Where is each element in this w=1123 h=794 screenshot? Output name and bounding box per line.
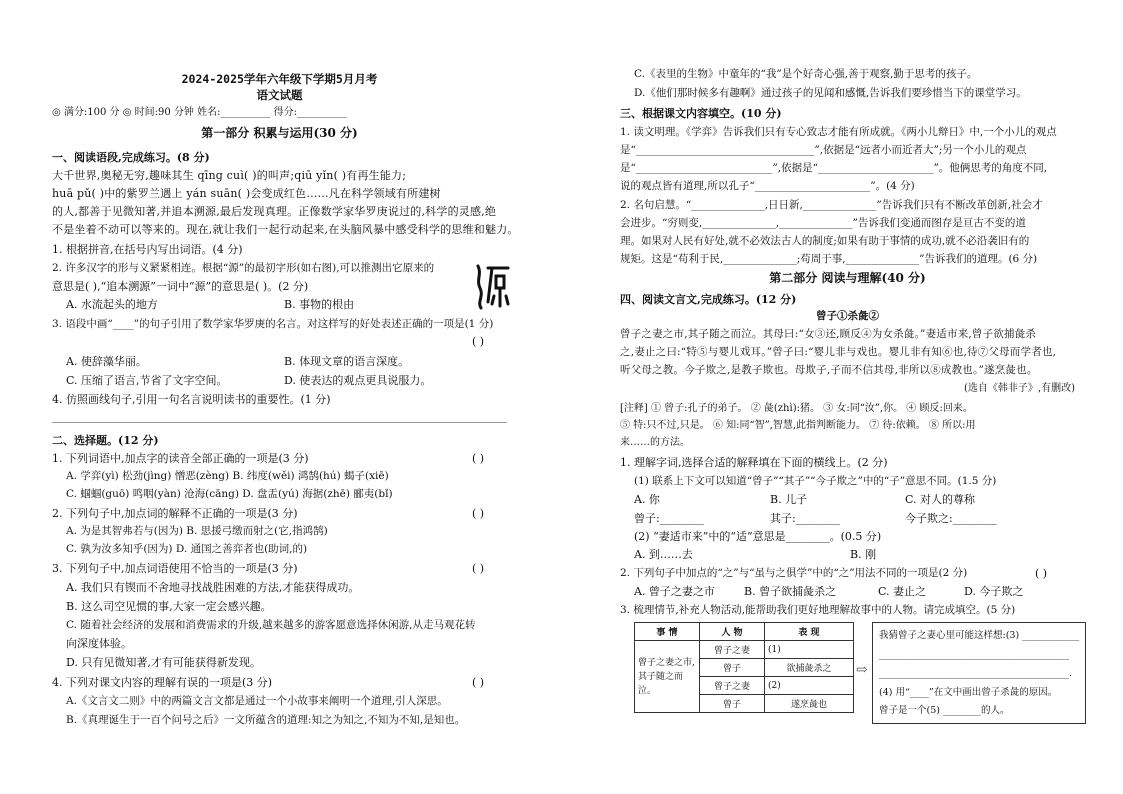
table-header: 人 物: [700, 623, 765, 641]
passage-line: 听父母之教。今子欺之,是教子欺也。母欺子,子而不信其母,非所以⑧成教也。”遂烹彘也。: [620, 364, 1038, 376]
note-line: ⑤ 特:只不过,只是。 ⑥ 知:同“智”,智慧,此指判断能力。 ⑦ 待:依赖。 ⑧ 所以:用: [620, 420, 976, 431]
option: D. 使表达的观点更具说服力。: [284, 374, 432, 387]
option-row: C. 蝈蝈(guō) 鸣咽(yàn) 沧海(cāng) D. 盘盂(yú) 海据(zhē) 郦夷(bǐ): [66, 488, 393, 500]
table-cell: (1): [765, 641, 854, 659]
note-line: [注释] ① 曾子:孔子的弟子。 ② 彘(zhì):猪。 ③ 女:同“汝”,你。 ④ 顾反:回来。: [620, 403, 973, 414]
option-row: A. 为是其智弗若与(因为) B. 思援弓缴而射之(它,指鸿鹄): [66, 525, 328, 537]
option: D. 只有见微知著,才有可能获得新发现。: [66, 656, 261, 669]
option: C.《表里的生物》中童年的“我”是个好奇心强,善于观察,勤于思考的孩子。: [634, 68, 978, 80]
question: 3. 语段中画“____”的句子引用了数学家华罗庚的名言。对这样写的好处表述正确的一项是(1 分): [52, 318, 494, 330]
fill-line: 1. 读文明理。《学弈》告诉我们只有专心致志才能有所成就。《两小儿辩日》中,一个小儿的观点: [620, 126, 1057, 138]
box-line: 我猜曾子之妻心里可能这样想:(3) ____________: [879, 630, 1080, 641]
answer-line: [52, 422, 507, 423]
passage-line: huā pǔ( )中的紫罗兰遇上 yán suān( )会变成红色……凡在科学领域有所建树: [52, 187, 441, 200]
fill-line: 说的观点皆有道理,所以孔子“______________________”。(4 分): [620, 180, 915, 192]
passage-line: 之,妻止之曰:“特⑤与婴儿戏耳。”曾子曰:“婴儿非与戏也。婴儿非有知⑥也,待⑦父母而学者也,: [620, 346, 1057, 358]
question: 2. 下列句子中加点的“之”与“虽与之俱学”中的“之”用法不同的一项是(2 分): [620, 567, 968, 579]
table-header: 表 现: [765, 623, 854, 641]
option: C. 随着社会经济的发展和消费需求的升级,越来越多的游客愿意选择休闲游,从走马观花转: [66, 619, 476, 631]
option: D. 今子欺之: [964, 585, 1024, 598]
ancient-yuan-character-icon: [472, 262, 512, 310]
fill-line: 是“__________________________”,依据是“______________________”。他俩思考的角度不同,: [620, 162, 1048, 174]
option: B. 这么司空见惯的事,大家一定会感兴趣。: [66, 600, 272, 613]
box-line: (4) 用“____”在文中画出曾子杀彘的原因。: [879, 687, 1058, 698]
fill-line: 规矩。这是“苟利于民,______________;苟周于事,______________”告诉我们的道理。(6 分): [620, 253, 1038, 265]
fill-line: 会进步。“穷则变,______________,______________”告诉我们变通而图存是亘古不变的道: [620, 217, 1026, 229]
poem-title: 曾子①杀彘②: [816, 310, 879, 322]
option: B.《真理诞生于一百个问号之后》一文所蕴含的道理:知之为知之,不知为不知,是知也。: [66, 714, 466, 726]
option: B. 曾子欲捕彘杀之: [744, 585, 837, 598]
option-row: A. 学弈(yì) 松劲(jìng) 憎恶(zèng) B. 纬度(wěi) 鸿鹄(hú) 蝎子(xiē): [66, 470, 389, 482]
question: 1. 下列词语中,加点字的读音全部正确的一项是(3 分): [52, 452, 309, 465]
answer-paren: ( ): [472, 335, 485, 348]
table-header: 事 情: [635, 623, 700, 641]
question: 2. 下列句子中,加点词的解释不正确的一项是(3 分): [52, 507, 298, 520]
option: A. 我们只有锲而不舍地寻找战胜困难的方法,才能获得成功。: [66, 581, 360, 594]
passage-line: 大千世界,奥秘无穷,趣味其生 qīng cuì( )的叫声;qiū yǐn( )有再生能力;: [52, 169, 407, 182]
option: C. 妻止之: [878, 585, 927, 598]
option: C. 对人的尊称: [905, 493, 976, 506]
question: 1. 根据拼音,在括号内写出词语。(4 分): [52, 243, 243, 256]
option-row: C. 孰为汝多知乎(因为) D. 通国之善弈者也(助词,的): [66, 543, 308, 555]
note-line: 来……的方法。: [620, 437, 690, 448]
answer-paren: ( ): [1035, 567, 1048, 580]
question: 3. 下列句子中,加点词语使用不恰当的一项是(3 分): [52, 562, 298, 575]
table-row: [635, 641, 854, 659]
option: A. 到……去: [634, 548, 693, 561]
option: C. 压缩了语言,节省了文字空间。: [66, 374, 228, 387]
option: B. 儿子: [770, 493, 808, 506]
passage-line: 的人,都善于见微知著,并追本溯源,最后发现真理。正像数学家华罗庚说过的,科学的灵感,绝: [52, 205, 497, 218]
answer-paren: ( ): [472, 676, 485, 689]
table-header-row: [635, 623, 854, 641]
question: 2. 许多汉字的形与义紧紧相连。根据“源”的最初字形(如右图),可以推测出它原来的: [52, 262, 435, 274]
question: (1) 联系上下文可以知道“曾子”“其子”“今子欺之”中的“子”意思不同。(1.5 分): [634, 475, 997, 487]
sec2-heading: 二、选择题。(12 分): [52, 434, 159, 447]
option: A. 使辞藻华丽。: [66, 355, 147, 368]
fill-line: 2. 名句启慧。“______________,日日新,______________”告诉我们只有不断改革创新,社会才: [620, 199, 1043, 211]
fill-line: 是“__________________________________”,依据是“远者小而近者大”;另一个小儿的观点: [620, 144, 1027, 156]
option: A.《文言文二则》中的两篇文言文都是通过一个小故事来阐明一个道理,引人深思。: [66, 695, 448, 707]
box-line: 曾子是一个(5) ________的人。: [879, 705, 1010, 716]
table-cell: 曾子之妻: [700, 641, 765, 659]
table-cell: 曾子: [700, 695, 765, 713]
exam-title: 2024-2025学年六年级下学期5月月考: [181, 72, 378, 86]
option: A. 你: [634, 493, 660, 506]
sec1-heading: 一、阅读语段,完成练习。(8 分): [52, 151, 210, 164]
plot-table: [634, 622, 854, 713]
option: B. 事物的根由: [284, 298, 355, 311]
question: 4. 下列对课文内容的理解有误的一项是(3 分): [52, 676, 273, 689]
question: (2) “妻适市来”中的“适”意思是________。(0.5 分): [634, 530, 882, 543]
answer-box: [872, 622, 1086, 724]
fill-blank: 其子:________: [770, 512, 840, 525]
fill-blank: 曾子:________: [634, 512, 704, 525]
option: 向深度体验。: [66, 637, 132, 650]
option: B. 体现文章的语言深度。: [284, 355, 410, 368]
question: 意思是( ),“追本溯源”一词中“源”的意思是( )。(2 分): [52, 280, 309, 293]
passage-line: 不是坐着不动可以等来的。现在,就让我们一起行动起来,在头脑风暴中感受科学的思维和魅力。: [52, 223, 519, 236]
table-event-cell: 曾子之妻之市,其子随之而泣。: [635, 641, 700, 713]
exam-meta: ◎ 满分:100 分 ◎ 时间:90 分钟 姓名:__________ 得分:__________: [52, 107, 347, 118]
table-cell: 欲捕彘杀之: [765, 659, 854, 677]
part1-title: 第一部分 积累与运用(30 分): [201, 126, 358, 140]
answer-paren: ( ): [472, 452, 485, 465]
exam-subtitle: 语文试题: [256, 88, 303, 102]
box-line: ________________________________________: [879, 649, 1069, 660]
option: A. 曾子之妻之市: [634, 585, 715, 598]
table-cell: 曾子之妻: [700, 677, 765, 695]
question: 4. 仿照画线句子,引用一句名言说明读书的重要性。(1 分): [52, 393, 331, 406]
box-line: ________________________________________.: [879, 668, 1073, 679]
part2-title: 第二部分 阅读与理解(40 分): [769, 271, 926, 285]
fill-blank: 今子欺之:________: [905, 512, 997, 525]
option: D.《他们那时候多有趣啊》通过孩子的见闻和感慨,告诉我们要珍惜当下的课堂学习。: [634, 87, 1027, 99]
sec4-heading: 四、阅读文言文,完成练习。(12 分): [620, 293, 797, 306]
right-arrow-icon: ⇨: [856, 662, 868, 678]
fill-line: 理。如果对人民有好处,就不必效法古人的制度;如果有助于事情的成功,就不必沿袭旧有的: [620, 235, 1030, 247]
question: 1. 理解字词,选择合适的解释填在下面的横线上。(2 分): [620, 456, 888, 469]
sec3-heading: 三、根据课文内容填空。(10 分): [620, 107, 782, 120]
question: 3. 梳理情节,补充人物活动,能帮助我们更好地理解故事中的人物。请完成填空。(5 分): [620, 604, 1016, 616]
table-cell: 曾子: [700, 659, 765, 677]
source-note: (选自《韩非子》,有删改): [964, 383, 1075, 394]
option: B. 刚: [850, 548, 877, 561]
passage-line: 曾子之妻之市,其子随之而泣。其母曰:“女③还,顾反④为女杀彘。”妻适市来,曾子欲捕彘杀: [620, 328, 1037, 340]
answer-paren: ( ): [472, 507, 485, 520]
answer-paren: ( ): [472, 562, 485, 575]
table-cell: (2): [765, 677, 854, 695]
option: A. 水流起头的地方: [66, 298, 158, 311]
table-cell: 遂烹彘也: [765, 695, 854, 713]
